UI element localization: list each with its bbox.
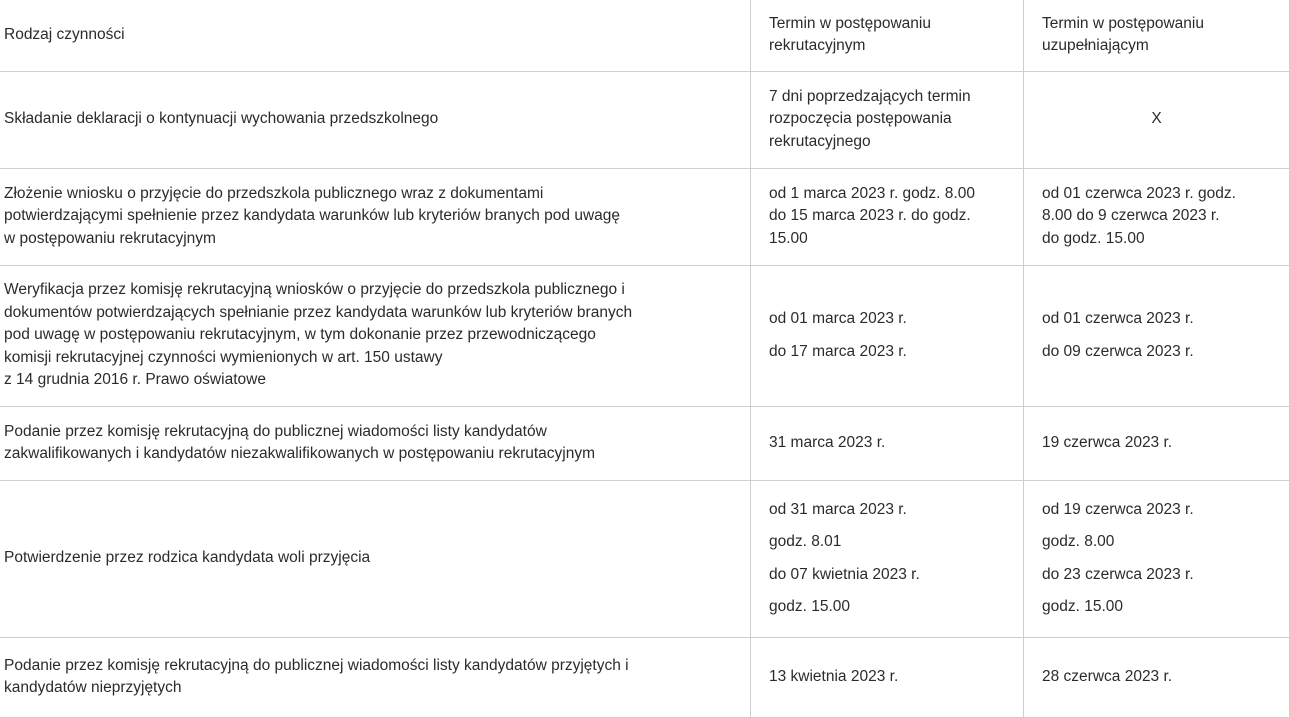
activity-cell [0, 406, 751, 480]
header-text-line: uzupełniającym [1042, 37, 1149, 55]
deadline-text-line: 31 marca 2023 r. [769, 433, 886, 451]
deadline-text-line: od 01 czerwca 2023 r. godz. [1042, 184, 1236, 202]
deadline-text-line: godz. 8.01 [769, 533, 842, 550]
supplementary-deadline-cell [1024, 265, 1290, 406]
deadline-text-line: do godz. 15.00 [1042, 229, 1145, 247]
not-applicable-mark: X [1151, 110, 1162, 128]
activity-text-line: kandydatów nieprzyjętych [4, 679, 182, 696]
activity-text-line: pod uwagę w postępowaniu rekrutacyjnym, w tym dokonanie przez przewodniczącego [4, 326, 596, 344]
recruitment-deadline-cell [751, 406, 1024, 480]
table-row [0, 637, 1290, 717]
header-text-line: rekrutacyjnym [769, 37, 866, 55]
deadline-text-line: do 17 marca 2023 r. [769, 342, 907, 360]
deadline-text-line: do 07 kwietnia 2023 r. [769, 565, 920, 583]
activity-cell [0, 480, 751, 637]
deadline-text-line: rekrutacyjnego [769, 132, 871, 150]
activity-text-line: z 14 grudnia 2016 r. Prawo oświatowe [4, 371, 266, 389]
deadline-text-line: godz. 15.00 [1042, 598, 1124, 615]
deadline-text-line: do 09 czerwca 2023 r. [1042, 342, 1194, 360]
deadline-text-line: od 1 marca 2023 r. godz. 8.00 [769, 184, 975, 202]
header-activity-type-label: Rodzaj czynności [4, 26, 125, 43]
supplementary-deadline-cell [1024, 480, 1290, 637]
deadline-text-line: od 01 marca 2023 r. [769, 310, 907, 327]
activity-text-line: Podanie przez komisję rekrutacyjną do publicznej wiadomości listy kandydatów przyjętych i [4, 656, 629, 674]
header-recruitment-deadline [751, 0, 1024, 71]
activity-text-line: zakwalifikowanych i kandydatów niezakwalifikowanych w postępowaniu rekrutacyjnym [4, 445, 595, 462]
activity-cell [0, 265, 751, 406]
header-activity-type [0, 0, 751, 71]
deadline-text-line: godz. 15.00 [769, 598, 851, 615]
header-text-line: Termin w postępowaniu [769, 14, 931, 32]
recruitment-deadline-cell [751, 637, 1024, 717]
activity-text-line: Złożenie wniosku o przyjęcie do przedszkola publicznego wraz z dokumentami [4, 184, 544, 202]
deadline-text-line: 8.00 do 9 czerwca 2023 r. [1042, 207, 1220, 225]
supplementary-deadline-cell [1024, 406, 1290, 480]
deadline-text-line: 13 kwietnia 2023 r. [769, 667, 899, 685]
table-row [0, 168, 1290, 265]
table-row [0, 480, 1290, 637]
table-row [0, 406, 1290, 480]
recruitment-deadline-cell [751, 480, 1024, 637]
table-row [0, 71, 1290, 168]
deadline-text-line: 28 czerwca 2023 r. [1042, 667, 1173, 685]
deadline-text-line: godz. 8.00 [1042, 533, 1115, 550]
deadline-text-line: rozpoczęcia postępowania [769, 110, 952, 128]
recruitment-deadline-cell [751, 265, 1024, 406]
activity-cell [0, 71, 751, 168]
activity-text-line: komisji rekrutacyjnej czynności wymienionych w art. 150 ustawy [4, 348, 443, 366]
recruitment-deadline-cell [751, 71, 1024, 168]
deadline-text-line: od 19 czerwca 2023 r. [1042, 500, 1194, 518]
recruitment-deadline-cell [751, 168, 1024, 265]
activity-cell [0, 637, 751, 717]
deadline-text-line: do 23 czerwca 2023 r. [1042, 565, 1194, 583]
activity-text-line: potwierdzającymi spełnienie przez kandydata warunków lub kryteriów branych pod uwagę [4, 207, 621, 225]
table-row [0, 265, 1290, 406]
deadline-text-line: od 01 czerwca 2023 r. [1042, 310, 1194, 327]
activity-text-line: Podanie przez komisję rekrutacyjną do publicznej wiadomości listy kandydatów [4, 422, 547, 440]
activity-text-line: Potwierdzenie przez rodzica kandydata woli przyjęcia [4, 549, 371, 567]
deadline-text-line: 19 czerwca 2023 r. [1042, 433, 1173, 451]
activity-text-line: Składanie deklaracji o kontynuacji wychowania przedszkolnego [4, 110, 439, 128]
table-header-row [0, 0, 1290, 71]
supplementary-deadline-cell [1024, 71, 1290, 168]
supplementary-deadline-cell [1024, 168, 1290, 265]
activity-text-line: dokumentów potwierdzających spełnianie przez kandydata warunków lub kryteriów branych [4, 303, 633, 321]
activity-text-line: w postępowaniu rekrutacyjnym [4, 229, 216, 247]
deadline-text-line: do 15 marca 2023 r. do godz. [769, 207, 971, 225]
activity-text-line: Weryfikacja przez komisję rekrutacyjną wniosków o przyjęcie do przedszkola publicznego i [4, 281, 625, 299]
deadline-text-line: 7 dni poprzedzających termin [769, 87, 971, 105]
header-supplementary-deadline [1024, 0, 1290, 71]
deadline-text-line: od 31 marca 2023 r. [769, 500, 907, 518]
header-text-line: Termin w postępowaniu [1042, 14, 1204, 32]
activity-cell [0, 168, 751, 265]
supplementary-deadline-cell [1024, 637, 1290, 717]
deadline-text-line: 15.00 [769, 229, 808, 247]
